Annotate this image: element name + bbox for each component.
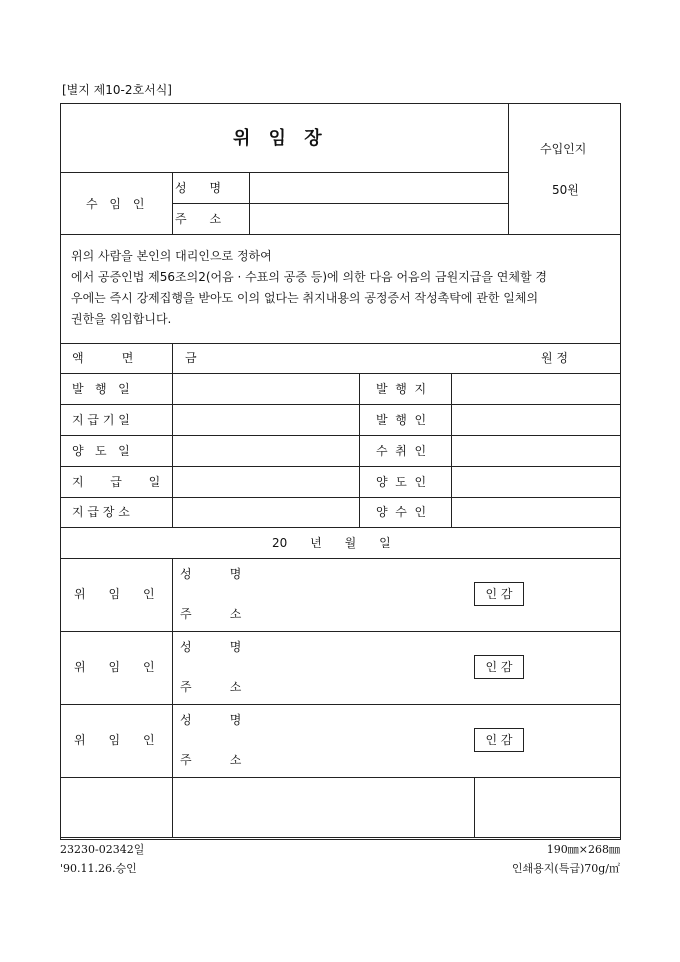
- transferor-field[interactable]: [452, 467, 619, 497]
- principal-label: 위 임 인: [74, 660, 155, 674]
- issuer-field[interactable]: [452, 405, 619, 435]
- statement-line-2: 에서 공증인법 제56조의2(어음 · 수표의 공증 등)에 의한 다음 어음의 금원지급을 연체할 경: [71, 270, 547, 284]
- blank-cell-right[interactable]: [475, 778, 619, 837]
- statement-line-4: 권한을 위임합니다.: [71, 312, 172, 326]
- statement-line-1: 위의 사람을 본인의 대리인으로 정하여: [71, 249, 272, 263]
- amount-prefix: 금: [185, 351, 197, 365]
- agent-address-field[interactable]: [250, 204, 507, 234]
- principal-name-label: 성 명: [180, 567, 242, 581]
- statement-line-3: 우에는 즉시 강제집행을 받아도 이의 없다는 취지내용의 공정증서 작성촉탁에 관한 일체의: [71, 291, 539, 305]
- principal-name-label: 성 명: [180, 713, 242, 727]
- transfer-date-field[interactable]: [173, 436, 358, 466]
- form-number: [별지 제10-2호서식]: [62, 83, 172, 97]
- due-date-field[interactable]: [173, 405, 358, 435]
- amount-suffix: 원 정: [541, 351, 568, 365]
- due-date-label: 지 급 기 일: [72, 413, 130, 427]
- issue-place-label: 발 행 지: [376, 382, 427, 396]
- stamp-tax-amount: 50원: [552, 183, 579, 197]
- payment-place-label: 지 급 장 소: [72, 505, 130, 519]
- form-title: 위 임 장: [233, 128, 328, 149]
- amount-label: 액 면: [72, 351, 134, 365]
- transferee-field[interactable]: [452, 498, 619, 527]
- seal-box[interactable]: 인 감: [474, 655, 524, 679]
- payment-date-label: 지 급 일: [72, 475, 161, 489]
- issuer-label: 발 행 인: [376, 413, 427, 427]
- stamp-tax-label: 수입인지: [540, 142, 587, 156]
- transferor-label: 양 도 인: [376, 475, 427, 489]
- seal-box[interactable]: 인 감: [474, 582, 524, 606]
- issue-date-label: 발 행 일: [72, 382, 130, 396]
- payment-date-field[interactable]: [173, 467, 358, 497]
- principal-input-area[interactable]: [250, 635, 465, 700]
- transfer-date-label: 양 도 일: [72, 444, 130, 458]
- principal-input-area[interactable]: [250, 562, 465, 627]
- issue-date-field[interactable]: [173, 374, 358, 404]
- agent-name-field[interactable]: [250, 173, 507, 203]
- approval-date: '90.11.26.승인: [60, 862, 137, 875]
- principal-label: 위 임 인: [74, 587, 155, 601]
- payee-field[interactable]: [452, 436, 619, 466]
- paper-size: 190㎜×268㎜: [546, 843, 620, 856]
- form-code: 23230-02342일: [60, 843, 145, 856]
- paper-spec: 인쇄용지(특급)70g/㎡: [511, 862, 620, 875]
- agent-name-label: 성 명: [175, 181, 222, 195]
- principal-address-label: 주 소: [180, 680, 242, 694]
- blank-cell-middle[interactable]: [173, 778, 473, 837]
- principal-address-label: 주 소: [180, 607, 242, 621]
- agent-label: 수 임 인: [86, 197, 149, 211]
- principal-label: 위 임 인: [74, 733, 155, 747]
- payment-place-field[interactable]: [173, 498, 358, 527]
- date-line: 20 년 월 일: [272, 536, 391, 550]
- agent-address-label: 주 소: [175, 212, 222, 226]
- blank-cell-left[interactable]: [61, 778, 171, 837]
- transferee-label: 양 수 인: [376, 505, 427, 519]
- issue-place-field[interactable]: [452, 374, 619, 404]
- amount-field[interactable]: [205, 344, 525, 373]
- principal-address-label: 주 소: [180, 753, 242, 767]
- payee-label: 수 취 인: [376, 444, 427, 458]
- principal-input-area[interactable]: [250, 708, 465, 773]
- principal-name-label: 성 명: [180, 640, 242, 654]
- seal-box[interactable]: 인 감: [474, 728, 524, 752]
